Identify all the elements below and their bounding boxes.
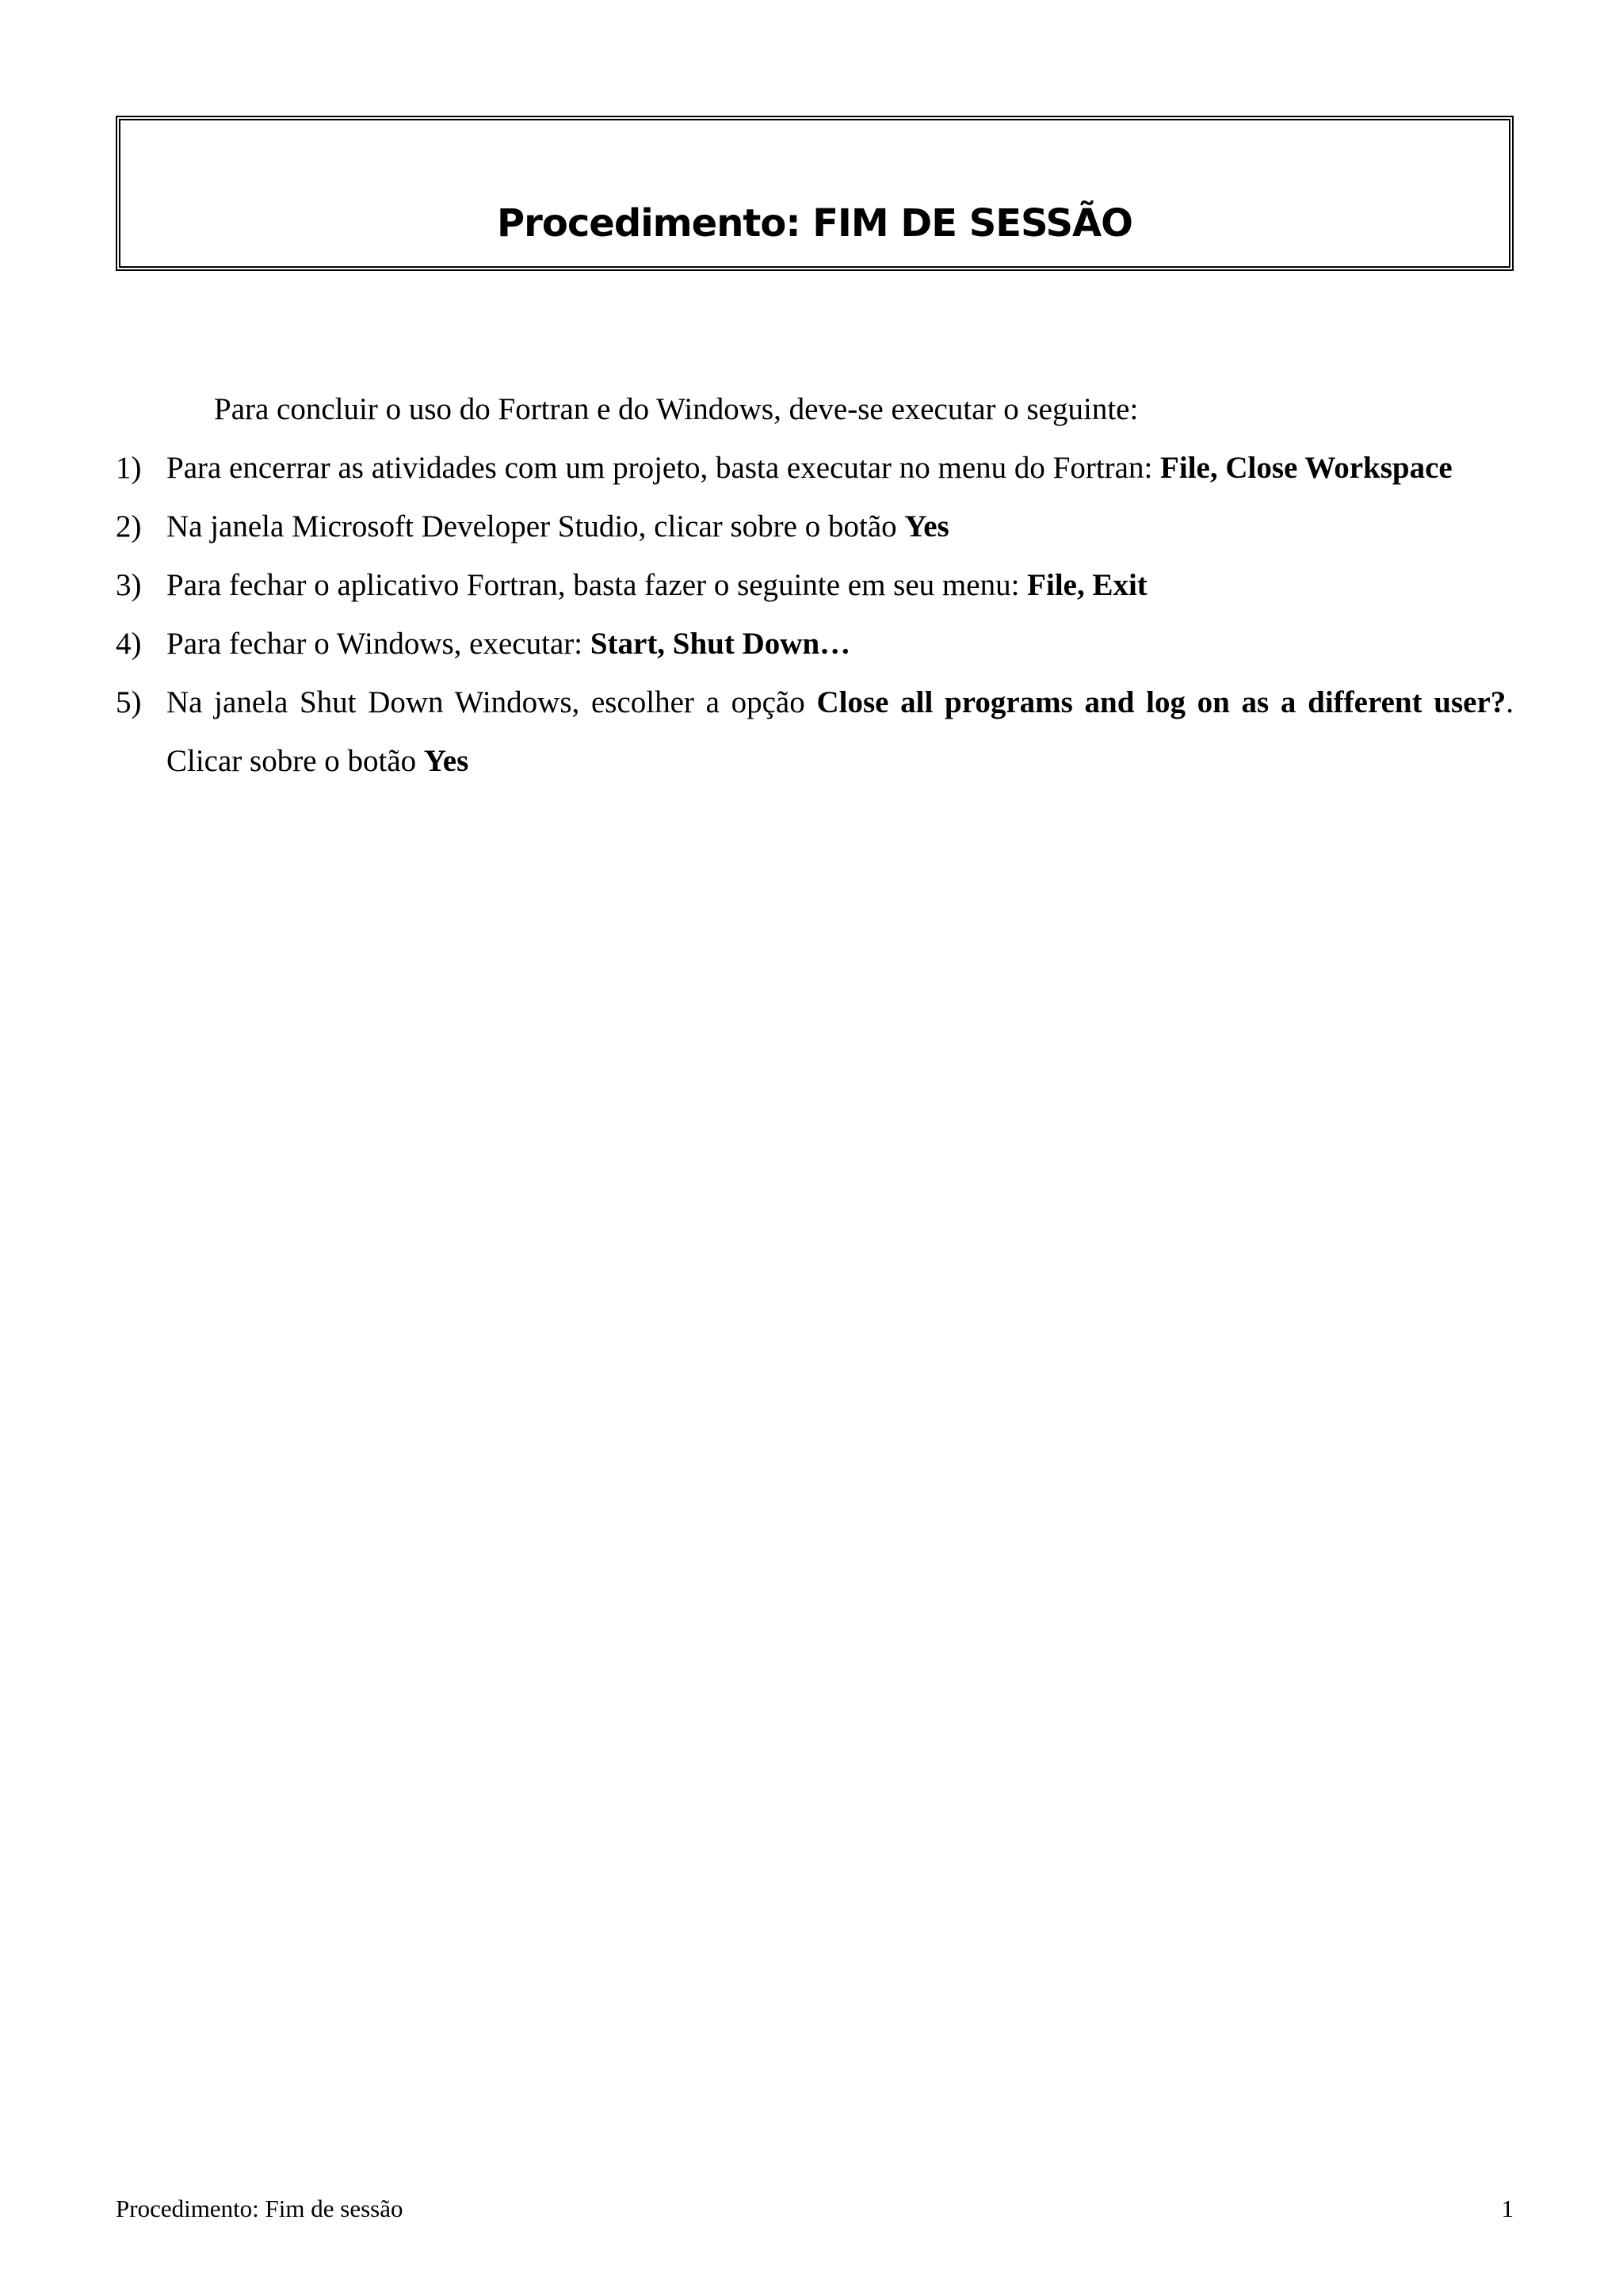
step-number: 2) xyxy=(116,509,142,543)
step-number: 1) xyxy=(116,451,142,485)
step-bold-text: File, Close Workspace xyxy=(1160,451,1453,485)
title-box xyxy=(116,116,1514,271)
step-plain-text-after: . Clicar sobre o botão xyxy=(166,685,1514,778)
step-3 xyxy=(116,556,1514,615)
step-text xyxy=(166,685,1514,778)
step-plain-text: Para fechar o Windows, executar: xyxy=(166,627,590,661)
step-1 xyxy=(116,439,1514,498)
step-text xyxy=(166,509,949,543)
step-bold-text: Close all programs and log on as a different user? xyxy=(816,685,1507,719)
step-number: 3) xyxy=(116,568,142,602)
step-text xyxy=(166,451,1453,485)
page-number: 1 xyxy=(1501,2195,1514,2222)
step-text xyxy=(166,627,850,661)
step-2 xyxy=(116,498,1514,556)
step-plain-text: Para encerrar as atividades com um projeto, basta executar no menu do Fortran: xyxy=(166,451,1161,485)
step-bold-text: Start, Shut Down… xyxy=(590,627,851,661)
footer-title: Procedimento: Fim de sessão xyxy=(116,2195,403,2222)
intro-paragraph: Para concluir o uso do Fortran e do Windows, deve-se executar o seguinte: xyxy=(214,392,1139,426)
step-4 xyxy=(116,615,1514,673)
step-plain-text: Na janela Shut Down Windows, escolher a opção xyxy=(166,685,817,719)
page-title: Procedimento: FIM DE SESSÃO xyxy=(497,201,1132,246)
step-number: 4) xyxy=(116,627,142,661)
step-bold-text: File, Exit xyxy=(1027,568,1148,602)
step-bold-text-after: Yes xyxy=(423,744,469,778)
step-5 xyxy=(116,673,1514,791)
step-text xyxy=(166,568,1148,602)
step-number: 5) xyxy=(116,685,142,719)
step-plain-text: Na janela Microsoft Developer Studio, clicar sobre o botão xyxy=(166,509,905,543)
step-bold-text: Yes xyxy=(904,509,949,543)
step-plain-text: Para fechar o aplicativo Fortran, basta fazer o seguinte em seu menu: xyxy=(166,568,1028,602)
steps-list xyxy=(116,439,1514,791)
